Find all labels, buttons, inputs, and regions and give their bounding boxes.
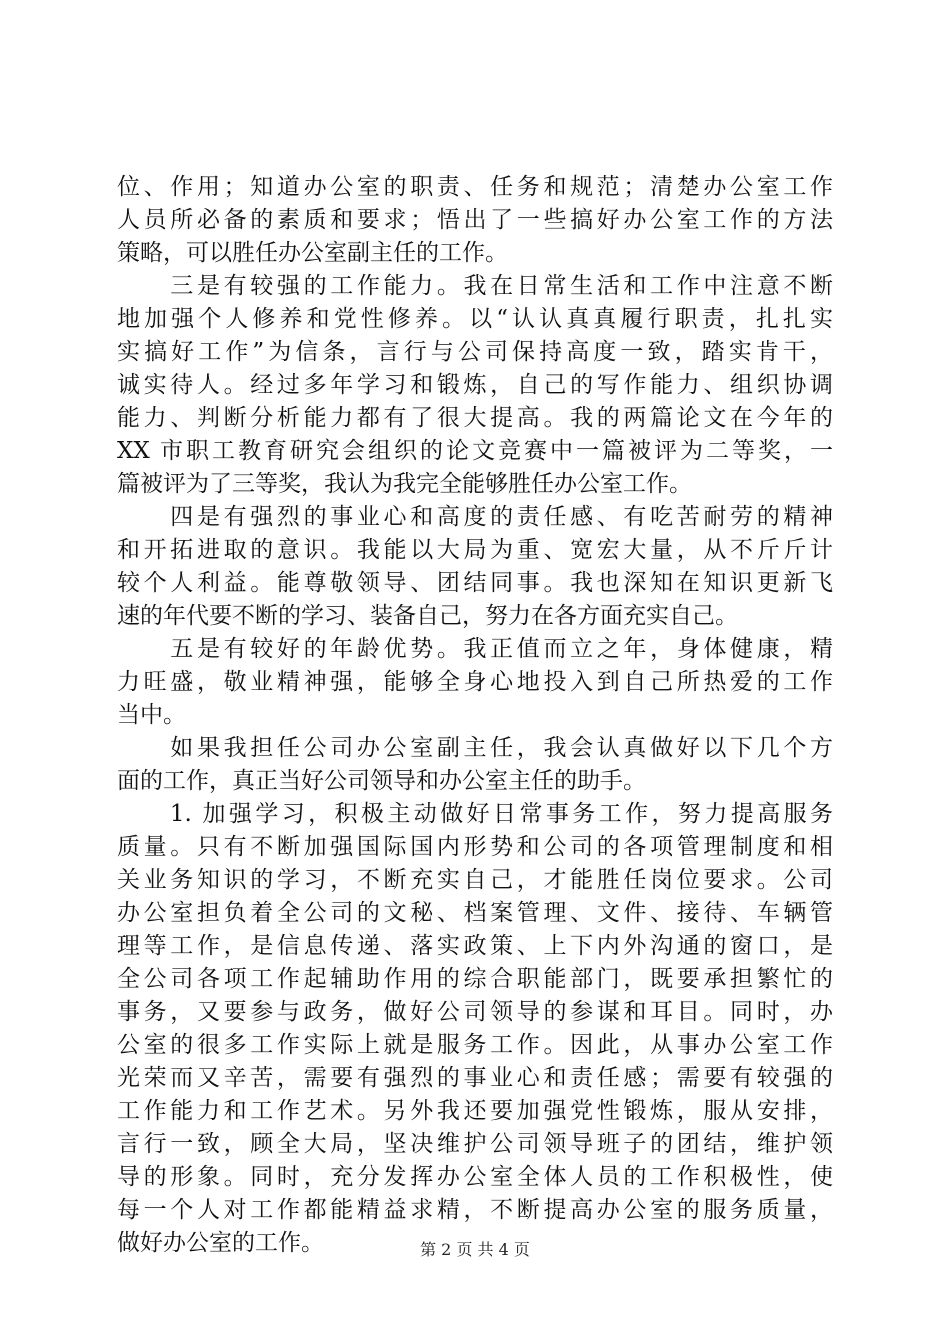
document-body	[117, 171, 833, 1260]
text-line: 公室的很多工作实际上就是服务工作。因此，从事办公室工作	[117, 1032, 833, 1058]
page-footer	[0, 1240, 950, 1260]
page-number-label: 第 2 页 共 4 页	[420, 1240, 530, 1259]
text-line: 全公司各项工作起辅助作用的综合职能部门，既要承担繁忙的	[117, 966, 833, 992]
text-line: 实搞好工作”为信条，言行与公司保持高度一致，踏实肯干，	[117, 339, 833, 365]
text-line: 地加强个人修养和党性修养。以“认认真真履行职责，扎扎实	[117, 306, 833, 332]
text-line: 和开拓进取的意识。我能以大局为重、宽宏大量，从不斤斤计	[117, 537, 833, 563]
text-line: 策略，可以胜任办公室副主任的工作。	[117, 240, 508, 266]
text-line: 工作能力和工作艺术。另外我还要加强党性锻炼，服从安排，	[117, 1098, 833, 1124]
text-line: 事务，又要参与政务，做好公司领导的参谋和耳目。同时，办	[117, 999, 833, 1025]
text-line: 篇被评为了三等奖，我认为我完全能够胜任办公室工作。	[117, 471, 692, 497]
text-line: 如果我担任公司办公室副主任，我会认真做好以下几个方	[117, 735, 833, 761]
text-line: 四是有强烈的事业心和高度的责任感、有吃苦耐劳的精神	[117, 504, 833, 530]
text-line: 做好办公室的工作。	[117, 1230, 324, 1256]
text-line: XX 市职工教育研究会组织的论文竞赛中一篇被评为二等奖，一	[117, 438, 833, 464]
text-line: 诚实待人。经过多年学习和锻炼，自己的写作能力、组织协调	[117, 372, 833, 398]
text-line: 位、作用；知道办公室的职责、任务和规范；清楚办公室工作	[117, 174, 833, 200]
text-line: 当中。	[117, 702, 186, 728]
text-line: 导的形象。同时，充分发挥办公室全体人员的工作积极性，使	[117, 1164, 833, 1190]
text-line: 每一个人对工作都能精益求精，不断提高办公室的服务质量，	[117, 1197, 833, 1223]
text-line: 速的年代要不断的学习、装备自己，努力在各方面充实自己。	[117, 603, 738, 629]
text-line: 五是有较好的年龄优势。我正值而立之年，身体健康，精	[117, 636, 833, 662]
text-line: 理等工作，是信息传递、落实政策、上下内外沟通的窗口，是	[117, 933, 833, 959]
text-line: 面的工作，真正当好公司领导和办公室主任的助手。	[117, 768, 646, 794]
text-line: 办公室担负着全公司的文秘、档案管理、文件、接待、车辆管	[117, 900, 833, 926]
text-line: 力旺盛，敬业精神强，能够全身心地投入到自己所热爱的工作	[117, 669, 833, 695]
text-line: 三是有较强的工作能力。我在日常生活和工作中注意不断	[117, 273, 833, 299]
text-line: 质量。只有不断加强国际国内形势和公司的各项管理制度和相	[117, 834, 833, 860]
text-line: 能力、判断分析能力都有了很大提高。我的两篇论文在今年的	[117, 405, 833, 431]
text-line: 较个人利益。能尊敬领导、团结同事。我也深知在知识更新飞	[117, 570, 833, 596]
text-line: 言行一致，顾全大局，坚决维护公司领导班子的团结，维护领	[117, 1131, 833, 1157]
text-line: 人员所必备的素质和要求；悟出了一些搞好办公室工作的方法	[117, 207, 833, 233]
text-line: 光荣而又辛苦，需要有强烈的事业心和责任感；需要有较强的	[117, 1065, 833, 1091]
text-line: 关业务知识的学习，不断充实自己，才能胜任岗位要求。公司	[117, 867, 833, 893]
text-line: 1. 加强学习，积极主动做好日常事务工作，努力提高服务	[117, 801, 833, 827]
